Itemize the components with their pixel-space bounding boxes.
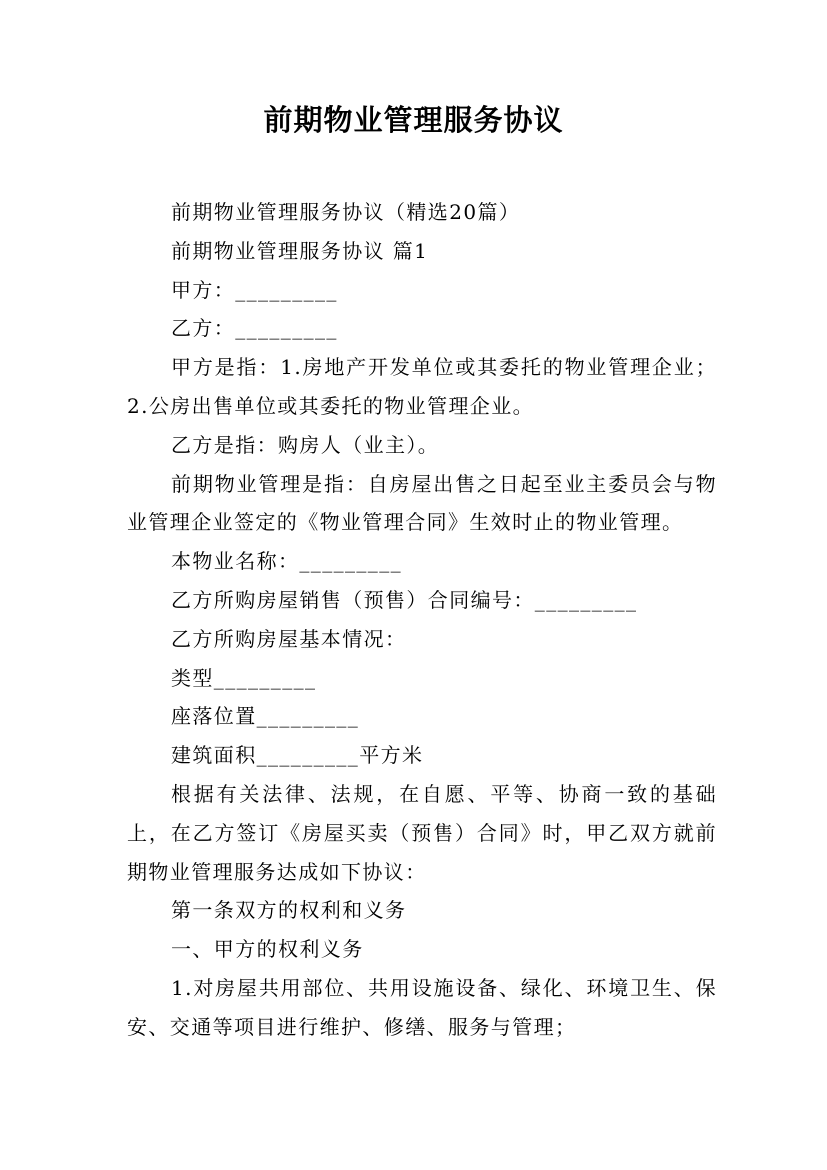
document-title: 前期物业管理服务协议 bbox=[263, 103, 564, 137]
paragraph-contract-number: 乙方所购房屋销售（预售）合同编号：_________ bbox=[171, 587, 638, 612]
paragraph-location: 座落位置_________ bbox=[171, 704, 360, 729]
document-body bbox=[127, 193, 717, 1047]
paragraph-management-definition: 前期物业管理是指：自房屋出售之日起至业主委员会与物业管理企业签定的《物业管理合同》生效时止的物业管理。 bbox=[127, 471, 717, 535]
paragraph-clause-one: 第一条双方的权利和义务 bbox=[171, 898, 407, 923]
paragraph-property-name: 本物业名称：_________ bbox=[171, 549, 402, 574]
paragraph-party-b: 乙方：_________ bbox=[171, 316, 338, 341]
paragraph-item-one: 1.对房屋共用部位、共用设施设备、绿化、环境卫生、保安、交通等项目进行维护、修缮、服务与管理； bbox=[127, 975, 717, 1039]
paragraph-type: 类型_________ bbox=[171, 665, 317, 690]
paragraph-area: 建筑面积_________平方米 bbox=[171, 743, 424, 768]
paragraph-party-a: 甲方：_________ bbox=[171, 277, 338, 302]
paragraph-party-b-definition: 乙方是指：购房人（业主）。 bbox=[171, 432, 440, 457]
paragraph-article-heading: 前期物业管理服务协议 篇1 bbox=[171, 238, 429, 263]
paragraph-agreement-basis: 根据有关法律、法规，在自愿、平等、协商一致的基础上，在乙方签订《房屋买卖（预售）合同》时，甲乙双方就前期物业管理服务达成如下协议： bbox=[127, 781, 717, 884]
paragraph-subtitle: 前期物业管理服务协议（精选20篇） bbox=[171, 200, 521, 224]
paragraph-party-a-rights: 一、甲方的权利义务 bbox=[171, 937, 364, 962]
paragraph-party-a-definition: 甲方是指：1.房地产开发单位或其委托的物业管理企业；2.公房出售单位或其委托的物业管理企业。 bbox=[127, 355, 717, 418]
paragraph-house-info: 乙方所购房屋基本情况： bbox=[171, 626, 407, 651]
